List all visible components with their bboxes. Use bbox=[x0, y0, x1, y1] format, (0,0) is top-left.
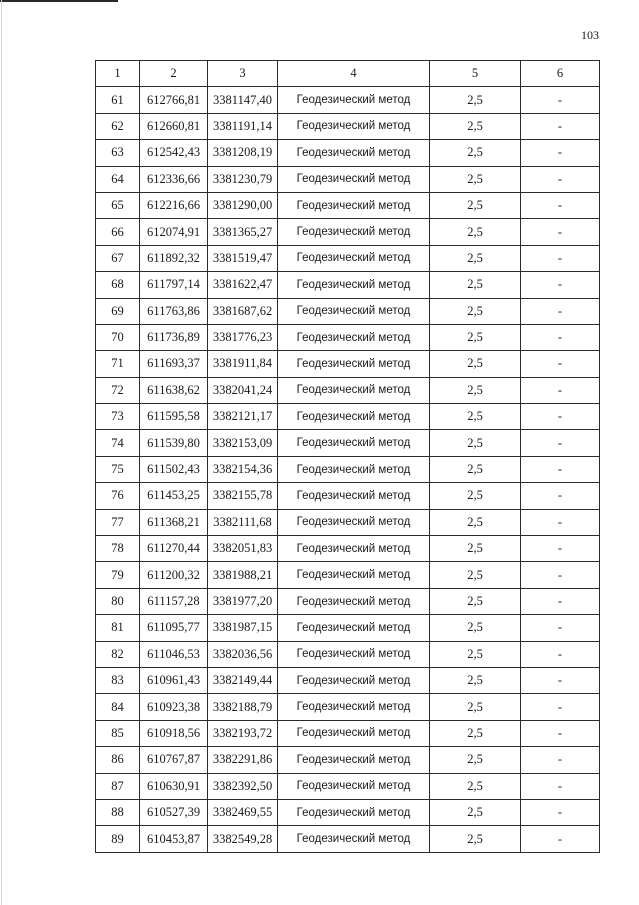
accuracy-cell: 2,5 bbox=[430, 351, 521, 377]
note-cell: - bbox=[521, 826, 600, 852]
point-number-cell: 89 bbox=[96, 826, 140, 852]
point-number-cell: 69 bbox=[96, 298, 140, 324]
point-number-cell: 88 bbox=[96, 799, 140, 825]
method-cell: Геодезический метод bbox=[278, 588, 430, 614]
note-cell: - bbox=[521, 509, 600, 535]
x-coordinate-cell: 611200,32 bbox=[140, 562, 208, 588]
scan-edge-left bbox=[1, 0, 2, 905]
point-number-cell: 68 bbox=[96, 272, 140, 298]
method-cell: Геодезический метод bbox=[278, 483, 430, 509]
y-coordinate-cell: 3382188,79 bbox=[208, 694, 278, 720]
accuracy-cell: 2,5 bbox=[430, 536, 521, 562]
x-coordinate-cell: 610923,38 bbox=[140, 694, 208, 720]
method-cell: Геодезический метод bbox=[278, 272, 430, 298]
point-number-cell: 67 bbox=[96, 245, 140, 271]
method-cell: Геодезический метод bbox=[278, 747, 430, 773]
note-cell: - bbox=[521, 272, 600, 298]
point-number-cell: 74 bbox=[96, 430, 140, 456]
accuracy-cell: 2,5 bbox=[430, 245, 521, 271]
table-row bbox=[96, 166, 600, 192]
x-coordinate-cell: 610527,39 bbox=[140, 799, 208, 825]
accuracy-cell: 2,5 bbox=[430, 799, 521, 825]
method-cell: Геодезический метод bbox=[278, 826, 430, 852]
column-header: 6 bbox=[521, 61, 600, 87]
note-cell: - bbox=[521, 641, 600, 667]
column-header: 5 bbox=[430, 61, 521, 87]
table-body bbox=[96, 87, 600, 852]
accuracy-cell: 2,5 bbox=[430, 615, 521, 641]
note-cell: - bbox=[521, 351, 600, 377]
accuracy-cell: 2,5 bbox=[430, 562, 521, 588]
accuracy-cell: 2,5 bbox=[430, 483, 521, 509]
x-coordinate-cell: 610961,43 bbox=[140, 667, 208, 693]
note-cell: - bbox=[521, 377, 600, 403]
table-row bbox=[96, 192, 600, 218]
method-cell: Геодезический метод bbox=[278, 720, 430, 746]
accuracy-cell: 2,5 bbox=[430, 219, 521, 245]
accuracy-cell: 2,5 bbox=[430, 377, 521, 403]
accuracy-cell: 2,5 bbox=[430, 694, 521, 720]
method-cell: Геодезический метод bbox=[278, 536, 430, 562]
table-row bbox=[96, 667, 600, 693]
point-number-cell: 87 bbox=[96, 773, 140, 799]
x-coordinate-cell: 611539,80 bbox=[140, 430, 208, 456]
y-coordinate-cell: 3381622,47 bbox=[208, 272, 278, 298]
x-coordinate-cell: 610630,91 bbox=[140, 773, 208, 799]
x-coordinate-cell: 611736,89 bbox=[140, 324, 208, 350]
y-coordinate-cell: 3382154,36 bbox=[208, 456, 278, 482]
y-coordinate-cell: 3382036,56 bbox=[208, 641, 278, 667]
accuracy-cell: 2,5 bbox=[430, 298, 521, 324]
scan-edge-top bbox=[0, 0, 118, 2]
point-number-cell: 79 bbox=[96, 562, 140, 588]
method-cell: Геодезический метод bbox=[278, 694, 430, 720]
x-coordinate-cell: 611595,58 bbox=[140, 404, 208, 430]
method-cell: Геодезический метод bbox=[278, 192, 430, 218]
point-number-cell: 77 bbox=[96, 509, 140, 535]
x-coordinate-cell: 611270,44 bbox=[140, 536, 208, 562]
note-cell: - bbox=[521, 536, 600, 562]
accuracy-cell: 2,5 bbox=[430, 324, 521, 350]
point-number-cell: 75 bbox=[96, 456, 140, 482]
method-cell: Геодезический метод bbox=[278, 404, 430, 430]
x-coordinate-cell: 611693,37 bbox=[140, 351, 208, 377]
point-number-cell: 73 bbox=[96, 404, 140, 430]
table-header-row bbox=[96, 61, 600, 87]
method-cell: Геодезический метод bbox=[278, 615, 430, 641]
accuracy-cell: 2,5 bbox=[430, 404, 521, 430]
accuracy-cell: 2,5 bbox=[430, 826, 521, 852]
accuracy-cell: 2,5 bbox=[430, 509, 521, 535]
table-row bbox=[96, 562, 600, 588]
table-row bbox=[96, 87, 600, 113]
y-coordinate-cell: 3381776,23 bbox=[208, 324, 278, 350]
point-number-cell: 64 bbox=[96, 166, 140, 192]
note-cell: - bbox=[521, 615, 600, 641]
y-coordinate-cell: 3382549,28 bbox=[208, 826, 278, 852]
x-coordinate-cell: 610767,87 bbox=[140, 747, 208, 773]
x-coordinate-cell: 612336,66 bbox=[140, 166, 208, 192]
table-row bbox=[96, 694, 600, 720]
table-row bbox=[96, 483, 600, 509]
table-row bbox=[96, 773, 600, 799]
method-cell: Геодезический метод bbox=[278, 799, 430, 825]
note-cell: - bbox=[521, 720, 600, 746]
method-cell: Геодезический метод bbox=[278, 351, 430, 377]
point-number-cell: 61 bbox=[96, 87, 140, 113]
y-coordinate-cell: 3382149,44 bbox=[208, 667, 278, 693]
y-coordinate-cell: 3381290,00 bbox=[208, 192, 278, 218]
accuracy-cell: 2,5 bbox=[430, 166, 521, 192]
point-number-cell: 78 bbox=[96, 536, 140, 562]
table-row bbox=[96, 747, 600, 773]
x-coordinate-cell: 612542,43 bbox=[140, 140, 208, 166]
y-coordinate-cell: 3382153,09 bbox=[208, 430, 278, 456]
y-coordinate-cell: 3382041,24 bbox=[208, 377, 278, 403]
table-row bbox=[96, 430, 600, 456]
table-row bbox=[96, 245, 600, 271]
method-cell: Геодезический метод bbox=[278, 87, 430, 113]
method-cell: Геодезический метод bbox=[278, 166, 430, 192]
x-coordinate-cell: 611638,62 bbox=[140, 377, 208, 403]
method-cell: Геодезический метод bbox=[278, 430, 430, 456]
point-number-cell: 66 bbox=[96, 219, 140, 245]
table-row bbox=[96, 140, 600, 166]
point-number-cell: 85 bbox=[96, 720, 140, 746]
y-coordinate-cell: 3381519,47 bbox=[208, 245, 278, 271]
note-cell: - bbox=[521, 219, 600, 245]
y-coordinate-cell: 3382155,78 bbox=[208, 483, 278, 509]
y-coordinate-cell: 3381987,15 bbox=[208, 615, 278, 641]
note-cell: - bbox=[521, 113, 600, 139]
y-coordinate-cell: 3381191,14 bbox=[208, 113, 278, 139]
x-coordinate-cell: 612766,81 bbox=[140, 87, 208, 113]
accuracy-cell: 2,5 bbox=[430, 113, 521, 139]
y-coordinate-cell: 3381365,27 bbox=[208, 219, 278, 245]
x-coordinate-cell: 611046,53 bbox=[140, 641, 208, 667]
y-coordinate-cell: 3381147,40 bbox=[208, 87, 278, 113]
table-row bbox=[96, 113, 600, 139]
x-coordinate-cell: 612074,91 bbox=[140, 219, 208, 245]
accuracy-cell: 2,5 bbox=[430, 192, 521, 218]
point-number-cell: 80 bbox=[96, 588, 140, 614]
point-number-cell: 63 bbox=[96, 140, 140, 166]
note-cell: - bbox=[521, 192, 600, 218]
y-coordinate-cell: 3381208,19 bbox=[208, 140, 278, 166]
y-coordinate-cell: 3382291,86 bbox=[208, 747, 278, 773]
note-cell: - bbox=[521, 456, 600, 482]
point-number-cell: 72 bbox=[96, 377, 140, 403]
method-cell: Геодезический метод bbox=[278, 509, 430, 535]
x-coordinate-cell: 610453,87 bbox=[140, 826, 208, 852]
method-cell: Геодезический метод bbox=[278, 324, 430, 350]
point-number-cell: 82 bbox=[96, 641, 140, 667]
page-number: 103 bbox=[581, 28, 599, 42]
note-cell: - bbox=[521, 404, 600, 430]
coordinates-table bbox=[95, 60, 600, 853]
point-number-cell: 83 bbox=[96, 667, 140, 693]
method-cell: Геодезический метод bbox=[278, 773, 430, 799]
point-number-cell: 65 bbox=[96, 192, 140, 218]
note-cell: - bbox=[521, 140, 600, 166]
accuracy-cell: 2,5 bbox=[430, 747, 521, 773]
column-header: 1 bbox=[96, 61, 140, 87]
point-number-cell: 81 bbox=[96, 615, 140, 641]
x-coordinate-cell: 611763,86 bbox=[140, 298, 208, 324]
method-cell: Геодезический метод bbox=[278, 667, 430, 693]
y-coordinate-cell: 3382193,72 bbox=[208, 720, 278, 746]
accuracy-cell: 2,5 bbox=[430, 667, 521, 693]
accuracy-cell: 2,5 bbox=[430, 272, 521, 298]
table-row bbox=[96, 324, 600, 350]
method-cell: Геодезический метод bbox=[278, 113, 430, 139]
method-cell: Геодезический метод bbox=[278, 245, 430, 271]
point-number-cell: 62 bbox=[96, 113, 140, 139]
table-row bbox=[96, 272, 600, 298]
table-row bbox=[96, 456, 600, 482]
y-coordinate-cell: 3382121,17 bbox=[208, 404, 278, 430]
note-cell: - bbox=[521, 298, 600, 324]
method-cell: Геодезический метод bbox=[278, 140, 430, 166]
note-cell: - bbox=[521, 430, 600, 456]
table-row bbox=[96, 351, 600, 377]
y-coordinate-cell: 3381230,79 bbox=[208, 166, 278, 192]
table-row bbox=[96, 720, 600, 746]
y-coordinate-cell: 3382051,83 bbox=[208, 536, 278, 562]
table-row bbox=[96, 298, 600, 324]
note-cell: - bbox=[521, 483, 600, 509]
note-cell: - bbox=[521, 588, 600, 614]
y-coordinate-cell: 3381977,20 bbox=[208, 588, 278, 614]
point-number-cell: 76 bbox=[96, 483, 140, 509]
table-row bbox=[96, 509, 600, 535]
table-row bbox=[96, 641, 600, 667]
x-coordinate-cell: 611892,32 bbox=[140, 245, 208, 271]
table-row bbox=[96, 588, 600, 614]
table-row bbox=[96, 377, 600, 403]
x-coordinate-cell: 610918,56 bbox=[140, 720, 208, 746]
accuracy-cell: 2,5 bbox=[430, 720, 521, 746]
accuracy-cell: 2,5 bbox=[430, 430, 521, 456]
note-cell: - bbox=[521, 166, 600, 192]
table-row bbox=[96, 799, 600, 825]
point-number-cell: 70 bbox=[96, 324, 140, 350]
y-coordinate-cell: 3382111,68 bbox=[208, 509, 278, 535]
x-coordinate-cell: 611797,14 bbox=[140, 272, 208, 298]
accuracy-cell: 2,5 bbox=[430, 641, 521, 667]
y-coordinate-cell: 3382392,50 bbox=[208, 773, 278, 799]
method-cell: Геодезический метод bbox=[278, 562, 430, 588]
x-coordinate-cell: 611157,28 bbox=[140, 588, 208, 614]
accuracy-cell: 2,5 bbox=[430, 140, 521, 166]
note-cell: - bbox=[521, 245, 600, 271]
table-row bbox=[96, 219, 600, 245]
note-cell: - bbox=[521, 562, 600, 588]
method-cell: Геодезический метод bbox=[278, 377, 430, 403]
x-coordinate-cell: 611095,77 bbox=[140, 615, 208, 641]
column-header: 2 bbox=[140, 61, 208, 87]
point-number-cell: 86 bbox=[96, 747, 140, 773]
note-cell: - bbox=[521, 799, 600, 825]
column-header: 3 bbox=[208, 61, 278, 87]
x-coordinate-cell: 612216,66 bbox=[140, 192, 208, 218]
y-coordinate-cell: 3381687,62 bbox=[208, 298, 278, 324]
x-coordinate-cell: 611368,21 bbox=[140, 509, 208, 535]
note-cell: - bbox=[521, 87, 600, 113]
y-coordinate-cell: 3381988,21 bbox=[208, 562, 278, 588]
point-number-cell: 71 bbox=[96, 351, 140, 377]
point-number-cell: 84 bbox=[96, 694, 140, 720]
note-cell: - bbox=[521, 694, 600, 720]
table-row bbox=[96, 404, 600, 430]
x-coordinate-cell: 611502,43 bbox=[140, 456, 208, 482]
note-cell: - bbox=[521, 773, 600, 799]
accuracy-cell: 2,5 bbox=[430, 773, 521, 799]
column-header: 4 bbox=[278, 61, 430, 87]
note-cell: - bbox=[521, 324, 600, 350]
note-cell: - bbox=[521, 667, 600, 693]
method-cell: Геодезический метод bbox=[278, 219, 430, 245]
accuracy-cell: 2,5 bbox=[430, 87, 521, 113]
method-cell: Геодезический метод bbox=[278, 298, 430, 324]
note-cell: - bbox=[521, 747, 600, 773]
table-row bbox=[96, 536, 600, 562]
method-cell: Геодезический метод bbox=[278, 456, 430, 482]
y-coordinate-cell: 3382469,55 bbox=[208, 799, 278, 825]
x-coordinate-cell: 612660,81 bbox=[140, 113, 208, 139]
table-row bbox=[96, 615, 600, 641]
table-row bbox=[96, 826, 600, 852]
accuracy-cell: 2,5 bbox=[430, 588, 521, 614]
x-coordinate-cell: 611453,25 bbox=[140, 483, 208, 509]
accuracy-cell: 2,5 bbox=[430, 456, 521, 482]
y-coordinate-cell: 3381911,84 bbox=[208, 351, 278, 377]
method-cell: Геодезический метод bbox=[278, 641, 430, 667]
